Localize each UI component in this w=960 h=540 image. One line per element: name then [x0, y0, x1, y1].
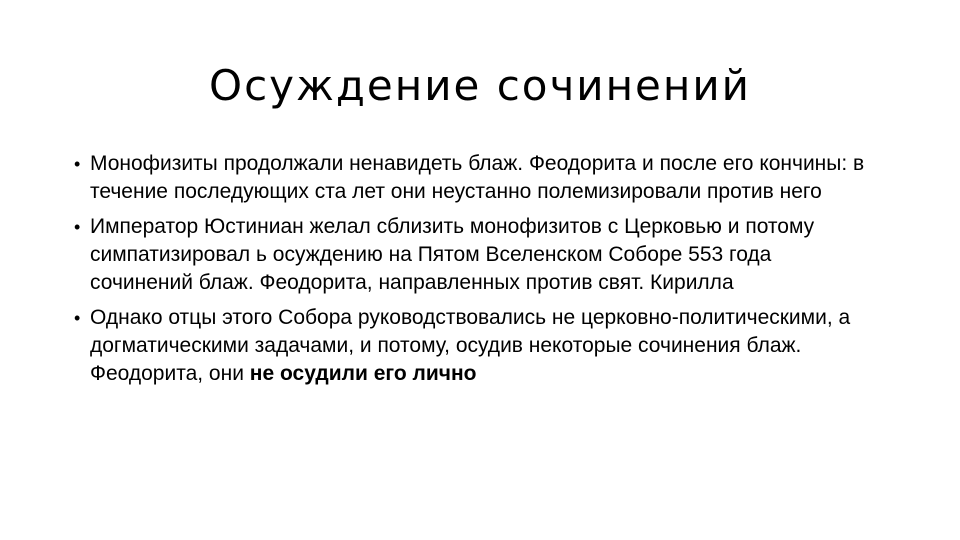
bullet-icon: •: [74, 217, 81, 237]
bullet-list: [72, 150, 872, 395]
bullet-icon: •: [74, 308, 81, 328]
slide-title: Осуждение сочинений: [209, 61, 751, 110]
bullet-text: Монофизиты продолжали ненавидеть блаж. Феодорита и после его кончины: в течение последующих ста лет они неустанно полемизировали против него: [90, 152, 865, 203]
bullet-item-3: [72, 304, 872, 388]
bullet-bold-text: не осудили его лично: [249, 362, 477, 385]
bullet-text: Император Юстиниан желал сблизить монофизитов с Церковью и потому симпатизировал ь осуждению на Пятом Вселенском Соборе 553 года сочинений блаж. Феодорита, направленных против свят. Кирилла: [90, 215, 815, 294]
bullet-item-1: [72, 150, 872, 206]
bullet-icon: •: [74, 154, 81, 174]
bullet-text: Однако отцы этого Собора руководствовались не церковно-политическими, а догматическими задачами, и потому, осудив некоторые сочинения блаж. Феодорита, они: [90, 306, 851, 385]
bullet-item-2: [72, 213, 872, 297]
